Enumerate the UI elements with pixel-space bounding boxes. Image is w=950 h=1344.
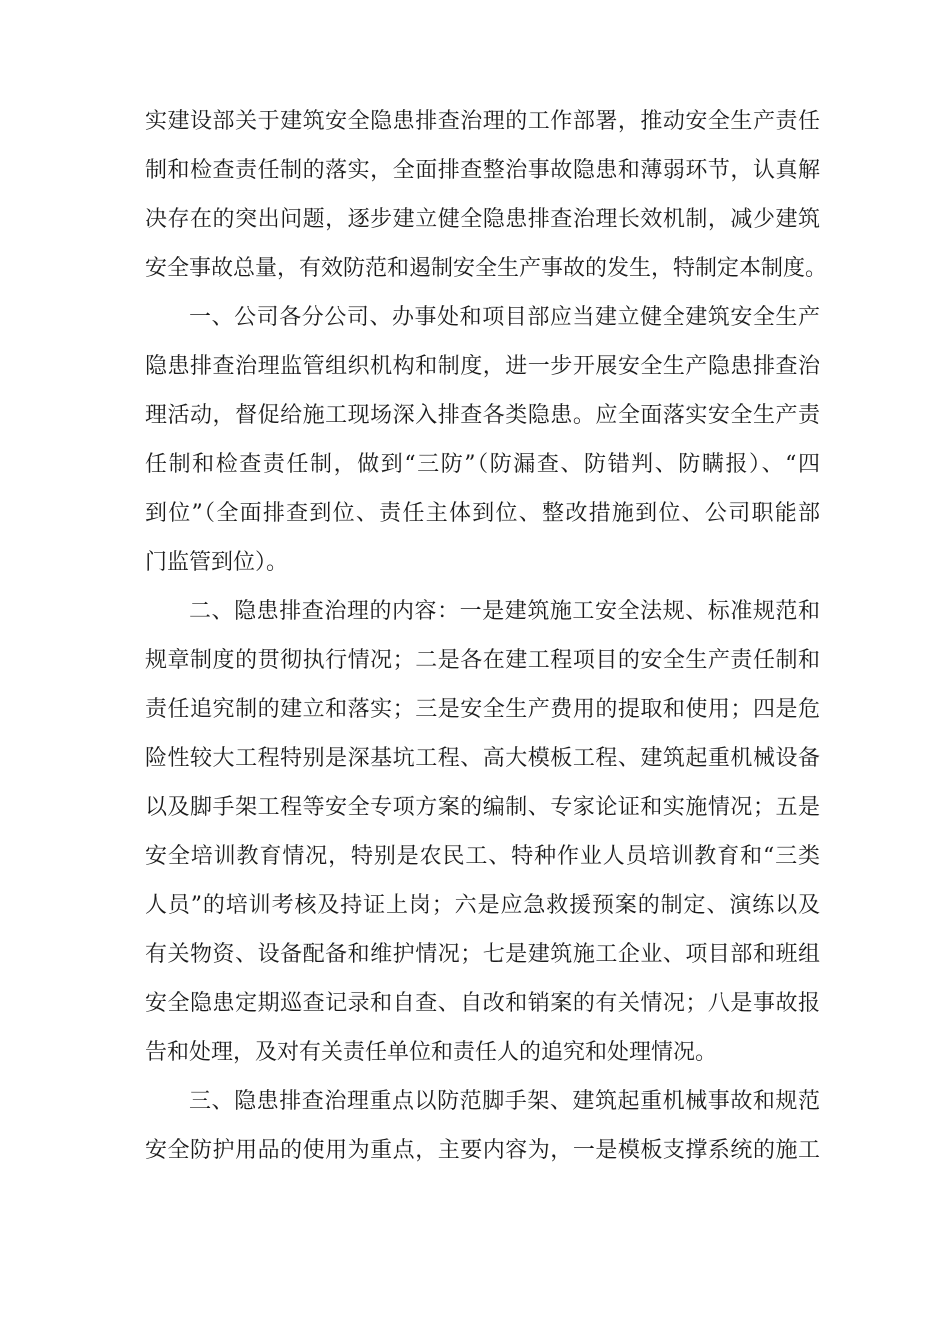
paragraph-1-line-4: 安全事故总量，有效防范和遏制安全生产事故的发生，特制定本制度。 <box>145 256 828 281</box>
paragraph-2-line-2: 隐患排查治理监管组织机构和制度，进一步开展安全生产隐患排查治 <box>145 354 820 379</box>
paragraph-3-line-5: 以及脚手架工程等安全专项方案的编制、专家论证和实施情况；五是 <box>145 795 820 820</box>
paragraph-1-line-3: 决存在的突出问题，逐步建立健全隐患排查治理长效机制，减少建筑 <box>145 207 820 232</box>
paragraph-3-line-10: 告和处理，及对有关责任单位和责任人的追究和处理情况。 <box>145 1040 718 1065</box>
paragraph-2-line-6: 门监管到位）。 <box>145 550 289 575</box>
paragraph-3-line-1: 二、隐患排查治理的内容：一是建筑施工安全法规、标准规范和 <box>189 599 820 624</box>
paragraph-2-line-5: 到位”（全面排查到位、责任主体到位、整改措施到位、公司职能部 <box>145 501 820 526</box>
paragraph-1-line-2: 制和检查责任制的落实，全面排查整治事故隐患和薄弱环节，认真解 <box>145 158 820 183</box>
paragraph-3-line-8: 有关物资、设备配备和维护情况；七是建筑施工企业、项目部和班组 <box>145 942 820 967</box>
paragraph-3-line-7: 人员”的培训考核及持证上岗；六是应急救援预案的制定、演练以及 <box>145 893 820 918</box>
paragraph-3-line-9: 安全隐患定期巡查记录和自查、自改和销案的有关情况；八是事故报 <box>145 991 820 1016</box>
paragraph-2-line-3: 理活动，督促给施工现场深入排查各类隐患。应全面落实安全生产责 <box>145 403 820 428</box>
paragraph-3-line-4: 险性较大工程特别是深基坑工程、高大模板工程、建筑起重机械设备 <box>145 746 820 771</box>
paragraph-4-line-2: 安全防护用品的使用为重点，主要内容为，一是模板支撑系统的施工 <box>145 1138 820 1163</box>
paragraph-3-line-6: 安全培训教育情况，特别是农民工、特种作业人员培训教育和“三类 <box>145 844 820 869</box>
paragraph-1-line-1: 实建设部关于建筑安全隐患排查治理的工作部署，推动安全生产责任 <box>145 109 820 134</box>
paragraph-3-line-3: 责任追究制的建立和落实；三是安全生产费用的提取和使用；四是危 <box>145 697 820 722</box>
paragraph-2-line-4: 任制和检查责任制，做到“三防”（防漏查、防错判、防瞒报）、“四 <box>145 452 820 477</box>
paragraph-3-line-2: 规章制度的贯彻执行情况；二是各在建工程项目的安全生产责任制和 <box>145 648 820 673</box>
paragraph-4-line-1: 三、隐患排查治理重点以防范脚手架、建筑起重机械事故和规范 <box>189 1089 820 1114</box>
paragraph-2-line-1: 一、公司各分公司、办事处和项目部应当建立健全建筑安全生产 <box>189 305 820 330</box>
